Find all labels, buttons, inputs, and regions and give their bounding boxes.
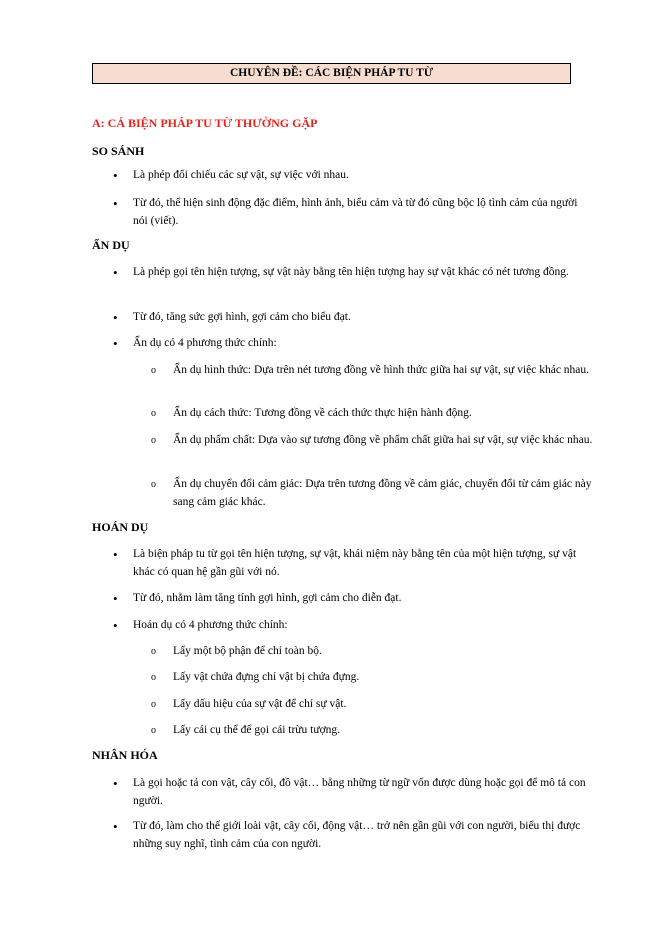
heading-so-sanh: SO SÁNH: [92, 144, 145, 158]
document-title: CHUYÊN ĐỀ: CÁC BIỆN PHÁP TU TỪ: [92, 63, 571, 84]
sub-list-item: o Ẩn dụ cách thức: Tương đồng về cách thức thực hiện hành động.: [173, 405, 593, 423]
list-item: • Hoán dụ có 4 phương thức chính:: [133, 617, 593, 635]
heading-nhan-hoa: NHÂN HÓA: [92, 748, 158, 762]
list-item: • Ẩn dụ có 4 phương thức chính:: [133, 335, 593, 353]
heading-hoan-du: HOÁN DỤ: [92, 520, 149, 534]
list-item: • Là phép gọi tên hiện tượng, sự vật này bằng tên hiện tượng hay sự vật khác có nét tương đồng.: [133, 264, 593, 282]
list-item: • Từ đó, nhằm làm tăng tính gợi hình, gợi cảm cho diễn đạt.: [133, 590, 593, 608]
heading-an-du: ẨN DỤ: [92, 238, 130, 252]
sub-list-item: o Lấy vật chứa đựng chỉ vật bị chứa đựng.: [173, 669, 593, 687]
list-item: • Từ đó, tăng sức gợi hình, gợi cảm cho biểu đạt.: [133, 309, 593, 327]
sub-list-item: o Lấy dấu hiệu của sự vật để chỉ sự vật.: [173, 696, 593, 714]
list-item: • Là gọi hoặc tả con vật, cây cối, đồ vật… bằng những từ ngữ vốn được dùng hoặc gọi để mô tả con người.: [133, 775, 593, 810]
list-item: • Từ đó, thể hiện sinh động đặc điểm, hình ảnh, biểu cảm và từ đó cũng bộc lộ tình cảm của người nói (viết).: [133, 195, 593, 230]
sub-list-item: o Lấy một bộ phận để chỉ toàn bộ.: [173, 643, 593, 661]
sub-list-item: o Ẩn dụ hình thức: Dựa trên nét tương đồng về hình thức giữa hai sự vật, sự việc khác nhau.: [173, 362, 593, 380]
list-item: • Là biện pháp tu từ gọi tên hiện tượng, sự vật, khái niệm này bằng tên của một hiện tượng, sự vật khác có quan hệ gần gũi với nó.: [133, 546, 593, 581]
sub-list-item: o Lấy cái cụ thể để gọi cái trừu tượng.: [173, 722, 593, 740]
sub-list-item: o Ẩn dụ phẩm chất: Dựa vào sự tương đồng về phẩm chất giữa hai sự vật, sự việc khác nhau.: [173, 432, 593, 450]
section-a-heading: A: CÁ BIỆN PHÁP TU TỪ THƯỜNG GẶP: [92, 116, 318, 130]
list-item: • Từ đó, làm cho thế giới loài vật, cây cối, động vật… trở nên gần gũi với con người, biểu thị được những suy nghĩ, tình cảm của con người.: [133, 818, 593, 853]
sub-list-item: o Ẩn dụ chuyển đổi cảm giác: Dựa trên tương đồng về cảm giác, chuyển đổi từ cảm giác này sang cảm giác khác.: [173, 476, 593, 511]
list-item: • Là phép đối chiếu các sự vật, sự việc với nhau.: [133, 167, 593, 185]
